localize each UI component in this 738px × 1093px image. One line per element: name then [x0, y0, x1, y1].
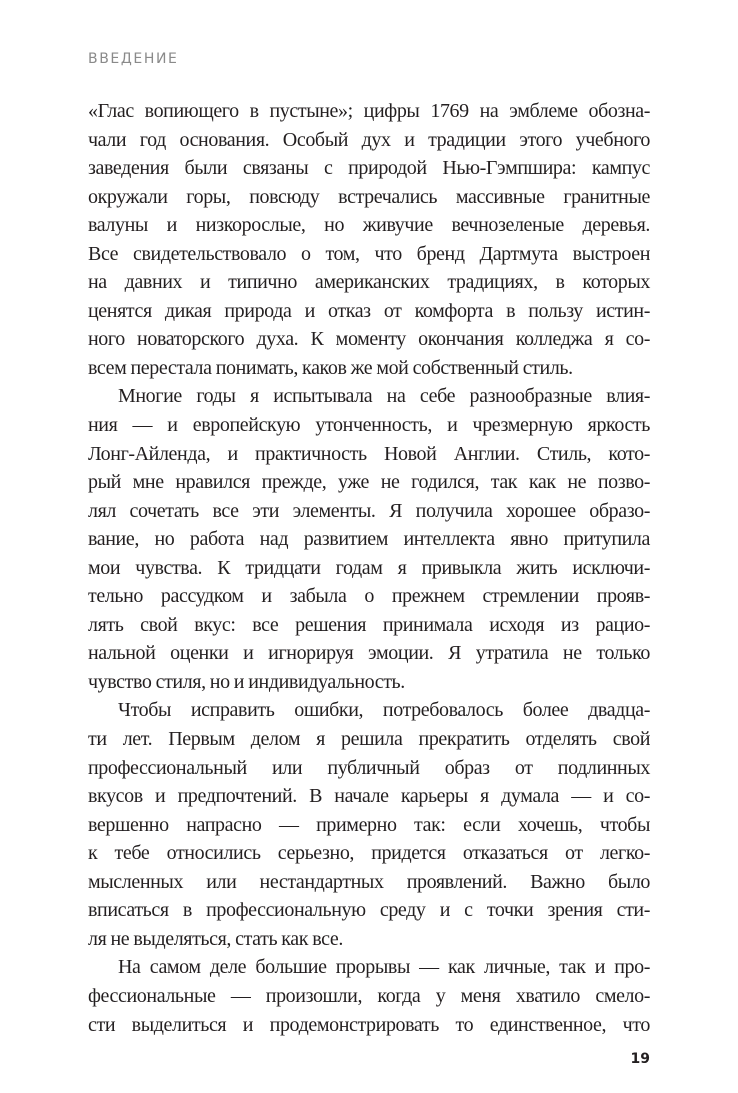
text-line: вание, но работа над развитием интеллекта явно притупила — [88, 528, 650, 551]
text-line: к тебе относились серьезно, придется отказаться от легко- — [88, 842, 650, 865]
text-line: валуны и низкорослые, но живучие вечнозеленые деревья. — [88, 214, 650, 237]
text-line: вкусов и предпочтений. В начале карьеры я думала — и со- — [88, 785, 650, 808]
text-line: «Глас вопиющего в пустыне»; цифры 1769 на эмблеме обозна- — [88, 100, 650, 122]
text-line: заведения были связаны с природой Нью-Гэмпшира: кампус — [88, 157, 650, 180]
text-line: лял сочетать все эти элементы. Я получила хорошее образо- — [88, 499, 650, 522]
text-line: На самом деле большие прорывы — как личные, так и про- — [118, 956, 650, 979]
text-line: рый мне нравился прежде, уже не годился, так как не позво- — [88, 471, 650, 494]
text-line: вписаться в профессиональную среду и с точки зрения сти- — [88, 899, 650, 922]
text-line: ти лет. Первым делом я решила прекратить отделять свой — [88, 728, 650, 751]
text-line: фессиональные — произошли, когда у меня хватило смело- — [88, 984, 650, 1007]
page-number: 19 — [630, 1051, 650, 1068]
text-line: Все свидетельствовало о том, что бренд Дартмута выстроен — [88, 242, 650, 265]
text-line: чали год основания. Особый дух и традиции этого учебного — [88, 128, 650, 151]
text-line: окружали горы, повсюду встречались массивные гранитные — [88, 185, 650, 208]
body-text — [88, 97, 650, 1039]
text-line: мои чувства. К тридцати годам я привыкла жить исключи- — [88, 556, 650, 579]
text-line: профессиональный или публичный образ от подлинных — [88, 756, 650, 779]
text-line: всем перестала понимать, каков же мой собственный стиль. — [88, 356, 573, 379]
text-line: нальной оценки и игнорируя эмоции. Я утратила не только — [88, 642, 650, 665]
text-line: тельно рассудком и забыла о прежнем стремлении прояв- — [88, 585, 650, 608]
text-line: Многие годы я испытывала на себе разнообразные влия- — [118, 385, 650, 408]
text-line: вершенно напрасно — примерно так: если хочешь, чтобы — [88, 813, 650, 836]
text-line: лять свой вкус: все решения принимала исходя из рацио- — [88, 613, 650, 636]
page-content — [88, 97, 650, 1068]
text-line: ля не выделяться, стать как все. — [88, 927, 343, 950]
text-line: Чтобы исправить ошибки, потребовалось более двадца- — [118, 699, 650, 722]
running-header: ВВЕДЕНИЕ — [88, 51, 179, 67]
text-line: сти выделиться и продемонстрировать то единственное, что — [88, 1013, 650, 1036]
text-line: ния — и европейскую утонченность, и чрезмерную яркость — [88, 414, 650, 437]
text-line: ного новаторского духа. К моменту окончания колледжа я со- — [88, 328, 650, 351]
text-line: ценятся дикая природа и отказ от комфорта в пользу истин- — [88, 299, 650, 322]
text-line: на давних и типично американских традициях, в которых — [88, 271, 650, 294]
text-line: Лонг-Айленда, и практичность Новой Англии. Стиль, кото- — [88, 442, 650, 465]
text-line: мысленных или нестандартных проявлений. Важно было — [88, 870, 650, 893]
text-line: чувство стиля, но и индивидуальность. — [88, 670, 405, 693]
